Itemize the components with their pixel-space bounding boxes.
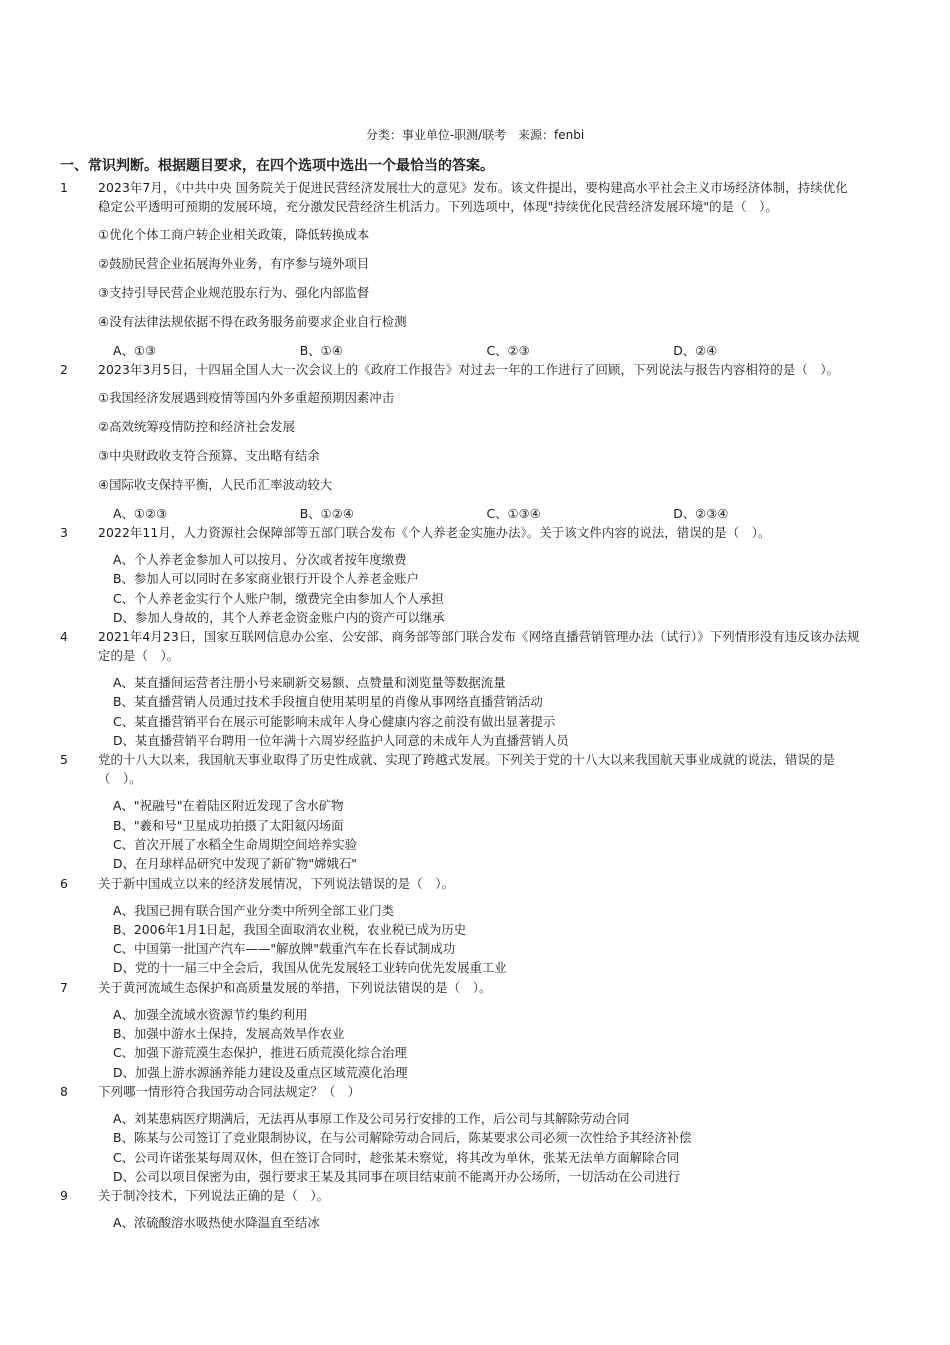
option-list bbox=[60, 1005, 860, 1082]
option-item: D、党的十一届三中全会后，我国从优先发展轻工业转向优先发展重工业 bbox=[113, 960, 507, 976]
option-item: B、加强中游水土保持，发展高效旱作农业 bbox=[113, 1026, 345, 1042]
question-7 bbox=[60, 978, 860, 1082]
question-text: 2023年7月，《中共中央 国务院关于促进民营经济发展壮大的意见》发布。该文件提出，要构建高水平社会主义市场经济体制，持续优化稳定公平透明可预期的发展环境，充分激发民营经济生机活力。下列选项中，体现"持续优化民营经济发展环境"的是（ ）。 bbox=[98, 180, 848, 214]
option-item: A、加强全流域水资源节约集约利用 bbox=[113, 1006, 308, 1022]
question-text: 关于制冷技术，下列说法正确的是（ ）。 bbox=[98, 1188, 330, 1204]
option-item: C、个人养老金实行个人账户制，缴费完全由参加人个人承担 bbox=[113, 590, 444, 606]
option-list bbox=[60, 1213, 860, 1232]
option-item: C、加强下游荒漠生态保护，推进石质荒漠化综合治理 bbox=[113, 1045, 407, 1061]
section-title: 一、常识判断。根据题目要求，在四个选项中选出一个最恰当的答案。 bbox=[60, 158, 494, 174]
statement-item: ①我国经济发展遇到疫情等国内外多重超预期因素冲击 bbox=[98, 390, 395, 405]
option-item: A、某直播间运营者注册小号来刷新交易额、点赞量和浏览量等数据流量 bbox=[113, 675, 506, 691]
question-stem bbox=[60, 627, 860, 665]
option-list bbox=[60, 550, 860, 627]
option-item: A、①②③ bbox=[113, 506, 168, 521]
question-stem bbox=[60, 750, 860, 788]
question-2 bbox=[60, 360, 860, 523]
option-item: C、首次开展了水稻全生命周期空间培养实验 bbox=[113, 836, 358, 852]
category-label: 分类：事业单位-职测/联考 bbox=[365, 128, 507, 142]
question-stem bbox=[60, 178, 860, 216]
question-1 bbox=[60, 178, 860, 360]
statement-item: ②高效统筹疫情防控和经济社会发展 bbox=[98, 419, 295, 434]
option-item: B、陈某与公司签订了竞业限制协议，在与公司解除劳动合同后，陈某要求公司必须一次性给予其经济补偿 bbox=[113, 1130, 692, 1146]
question-number: 4 bbox=[60, 629, 68, 645]
question-text: 下列哪一情形符合我国劳动合同法规定？（ ） bbox=[98, 1083, 361, 1099]
option-item: C、某直播营销平台在展示可能影响未成年人身心健康内容之前没有做出显著提示 bbox=[113, 713, 556, 729]
question-6 bbox=[60, 874, 860, 978]
option-item: C、②③ bbox=[486, 343, 530, 358]
question-text: 2022年11月，人力资源社会保障部等五部门联合发布《个人养老金实施办法》。关于该文件内容的说法，错误的是（ ）。 bbox=[98, 525, 771, 540]
option-item: D、在月球样品研究中发现了新矿物"嫦娥石" bbox=[113, 856, 357, 872]
question-text: 党的十八大以来，我国航天事业取得了历史性成就、实现了跨越式发展。下列关于党的十八大以来我国航天事业成就的说法，错误的是（ ）。 bbox=[98, 752, 835, 787]
question-number: 8 bbox=[60, 1083, 68, 1099]
option-item: C、中国第一批国产汽车——"解放牌"载重汽车在长春试制成功 bbox=[113, 941, 456, 957]
option-item: A、刘某患病医疗期满后，无法再从事原工作及公司另行安排的工作，后公司与其解除劳动合同 bbox=[113, 1110, 630, 1126]
option-item: B、2006年1月1日起，我国全面取消农业税，农业税已成为历史 bbox=[113, 921, 467, 937]
question-text: 2023年3月5日，十四届全国人大一次会议上的《政府工作报告》对过去一年的工作进行了回顾，下列说法与报告内容相符的是（ ）。 bbox=[98, 362, 840, 377]
question-number: 6 bbox=[60, 875, 68, 891]
question-3 bbox=[60, 523, 860, 627]
option-item: D、加强上游水源涵养能力建设及重点区域荒漠化治理 bbox=[113, 1064, 408, 1080]
option-list bbox=[60, 901, 860, 978]
question-text: 关于黄河流域生态保护和高质量发展的举措，下列说法错误的是（ ）。 bbox=[98, 979, 492, 995]
statement-item: ④国际收支保持平衡，人民币汇率波动较大 bbox=[98, 477, 333, 492]
statement-item: ④没有法律法规依据不得在政务服务前要求企业自行检测 bbox=[98, 314, 407, 329]
option-list bbox=[60, 796, 860, 873]
statement-item: ①优化个体工商户转企业相关政策，降低转换成本 bbox=[98, 227, 370, 242]
document-meta bbox=[0, 126, 950, 143]
question-stem bbox=[60, 1186, 860, 1205]
question-text: 2021年4月23日，国家互联网信息办公室、公安部、商务部等部门联合发布《网络直播营销管理办法（试行）》下列情形没有违反该办法规定的是（ ）。 bbox=[98, 629, 860, 664]
question-5 bbox=[60, 750, 860, 873]
question-stem bbox=[60, 1082, 860, 1101]
statement-item: ③中央财政收支符合预算、支出略有结余 bbox=[98, 448, 320, 463]
option-item: C、公司许诺张某每周双休，但在签订合同时，趁张某未察觉，将其改为单休，张某无法单方面解除合同 bbox=[113, 1149, 680, 1165]
option-list bbox=[60, 1109, 860, 1186]
option-item: B、"羲和号"卫星成功拍摄了太阳氦闪场面 bbox=[113, 817, 344, 833]
option-item: A、①③ bbox=[113, 343, 157, 358]
option-item: B、某直播营销人员通过技术手段擅自使用某明星的肖像从事网络直播营销活动 bbox=[113, 694, 543, 710]
question-stem bbox=[60, 874, 860, 893]
question-number: 9 bbox=[60, 1188, 68, 1204]
option-row bbox=[60, 341, 860, 360]
option-item: D、某直播营销平台聘用一位年满十六周岁经监护人同意的未成年人为直播营销人员 bbox=[113, 733, 569, 749]
question-number: 2 bbox=[60, 362, 68, 377]
option-row bbox=[60, 504, 860, 523]
question-text: 关于新中国成立以来的经济发展情况，下列说法错误的是（ ）。 bbox=[98, 875, 455, 891]
option-item: A、个人养老金参加人可以按月、分次或者按年度缴费 bbox=[113, 552, 407, 567]
question-stem bbox=[60, 360, 860, 379]
option-item: D、②④ bbox=[673, 343, 718, 358]
option-item: B、参加人可以同时在多家商业银行开设个人养老金账户 bbox=[113, 571, 419, 587]
question-list bbox=[60, 178, 860, 1232]
option-item: A、"祝融号"在着陆区附近发现了含水矿物 bbox=[113, 798, 344, 814]
option-list bbox=[60, 673, 860, 750]
option-item: C、①③④ bbox=[486, 506, 541, 521]
question-stem bbox=[60, 523, 860, 542]
question-number: 1 bbox=[60, 180, 68, 195]
option-item: D、②③④ bbox=[673, 506, 729, 521]
statement-list bbox=[60, 388, 860, 494]
option-item: A、我国已拥有联合国产业分类中所列全部工业门类 bbox=[113, 902, 395, 918]
option-item: D、参加人身故的，其个人养老金资金账户内的资产可以继承 bbox=[113, 609, 445, 625]
option-item: B、①④ bbox=[299, 343, 343, 358]
question-number: 5 bbox=[60, 752, 68, 768]
question-8 bbox=[60, 1082, 860, 1186]
option-item: A、浓硫酸溶水吸热使水降温直至结冰 bbox=[113, 1215, 320, 1231]
question-9 bbox=[60, 1186, 860, 1232]
question-4 bbox=[60, 627, 860, 750]
statement-list bbox=[60, 225, 860, 331]
statement-item: ②鼓励民营企业拓展海外业务，有序参与境外项目 bbox=[98, 256, 370, 271]
option-item: D、公司以项目保密为由，强行要求王某及其同事在项目结束前不能离开办公场所，一切活动在公司进行 bbox=[113, 1168, 681, 1184]
question-stem bbox=[60, 978, 860, 997]
option-item: B、①②④ bbox=[299, 506, 354, 521]
statement-item: ③支持引导民营企业规范股东行为、强化内部监督 bbox=[98, 285, 370, 300]
question-number: 3 bbox=[60, 525, 68, 540]
question-number: 7 bbox=[60, 979, 68, 995]
source-label: 来源：fenbi bbox=[518, 128, 585, 142]
